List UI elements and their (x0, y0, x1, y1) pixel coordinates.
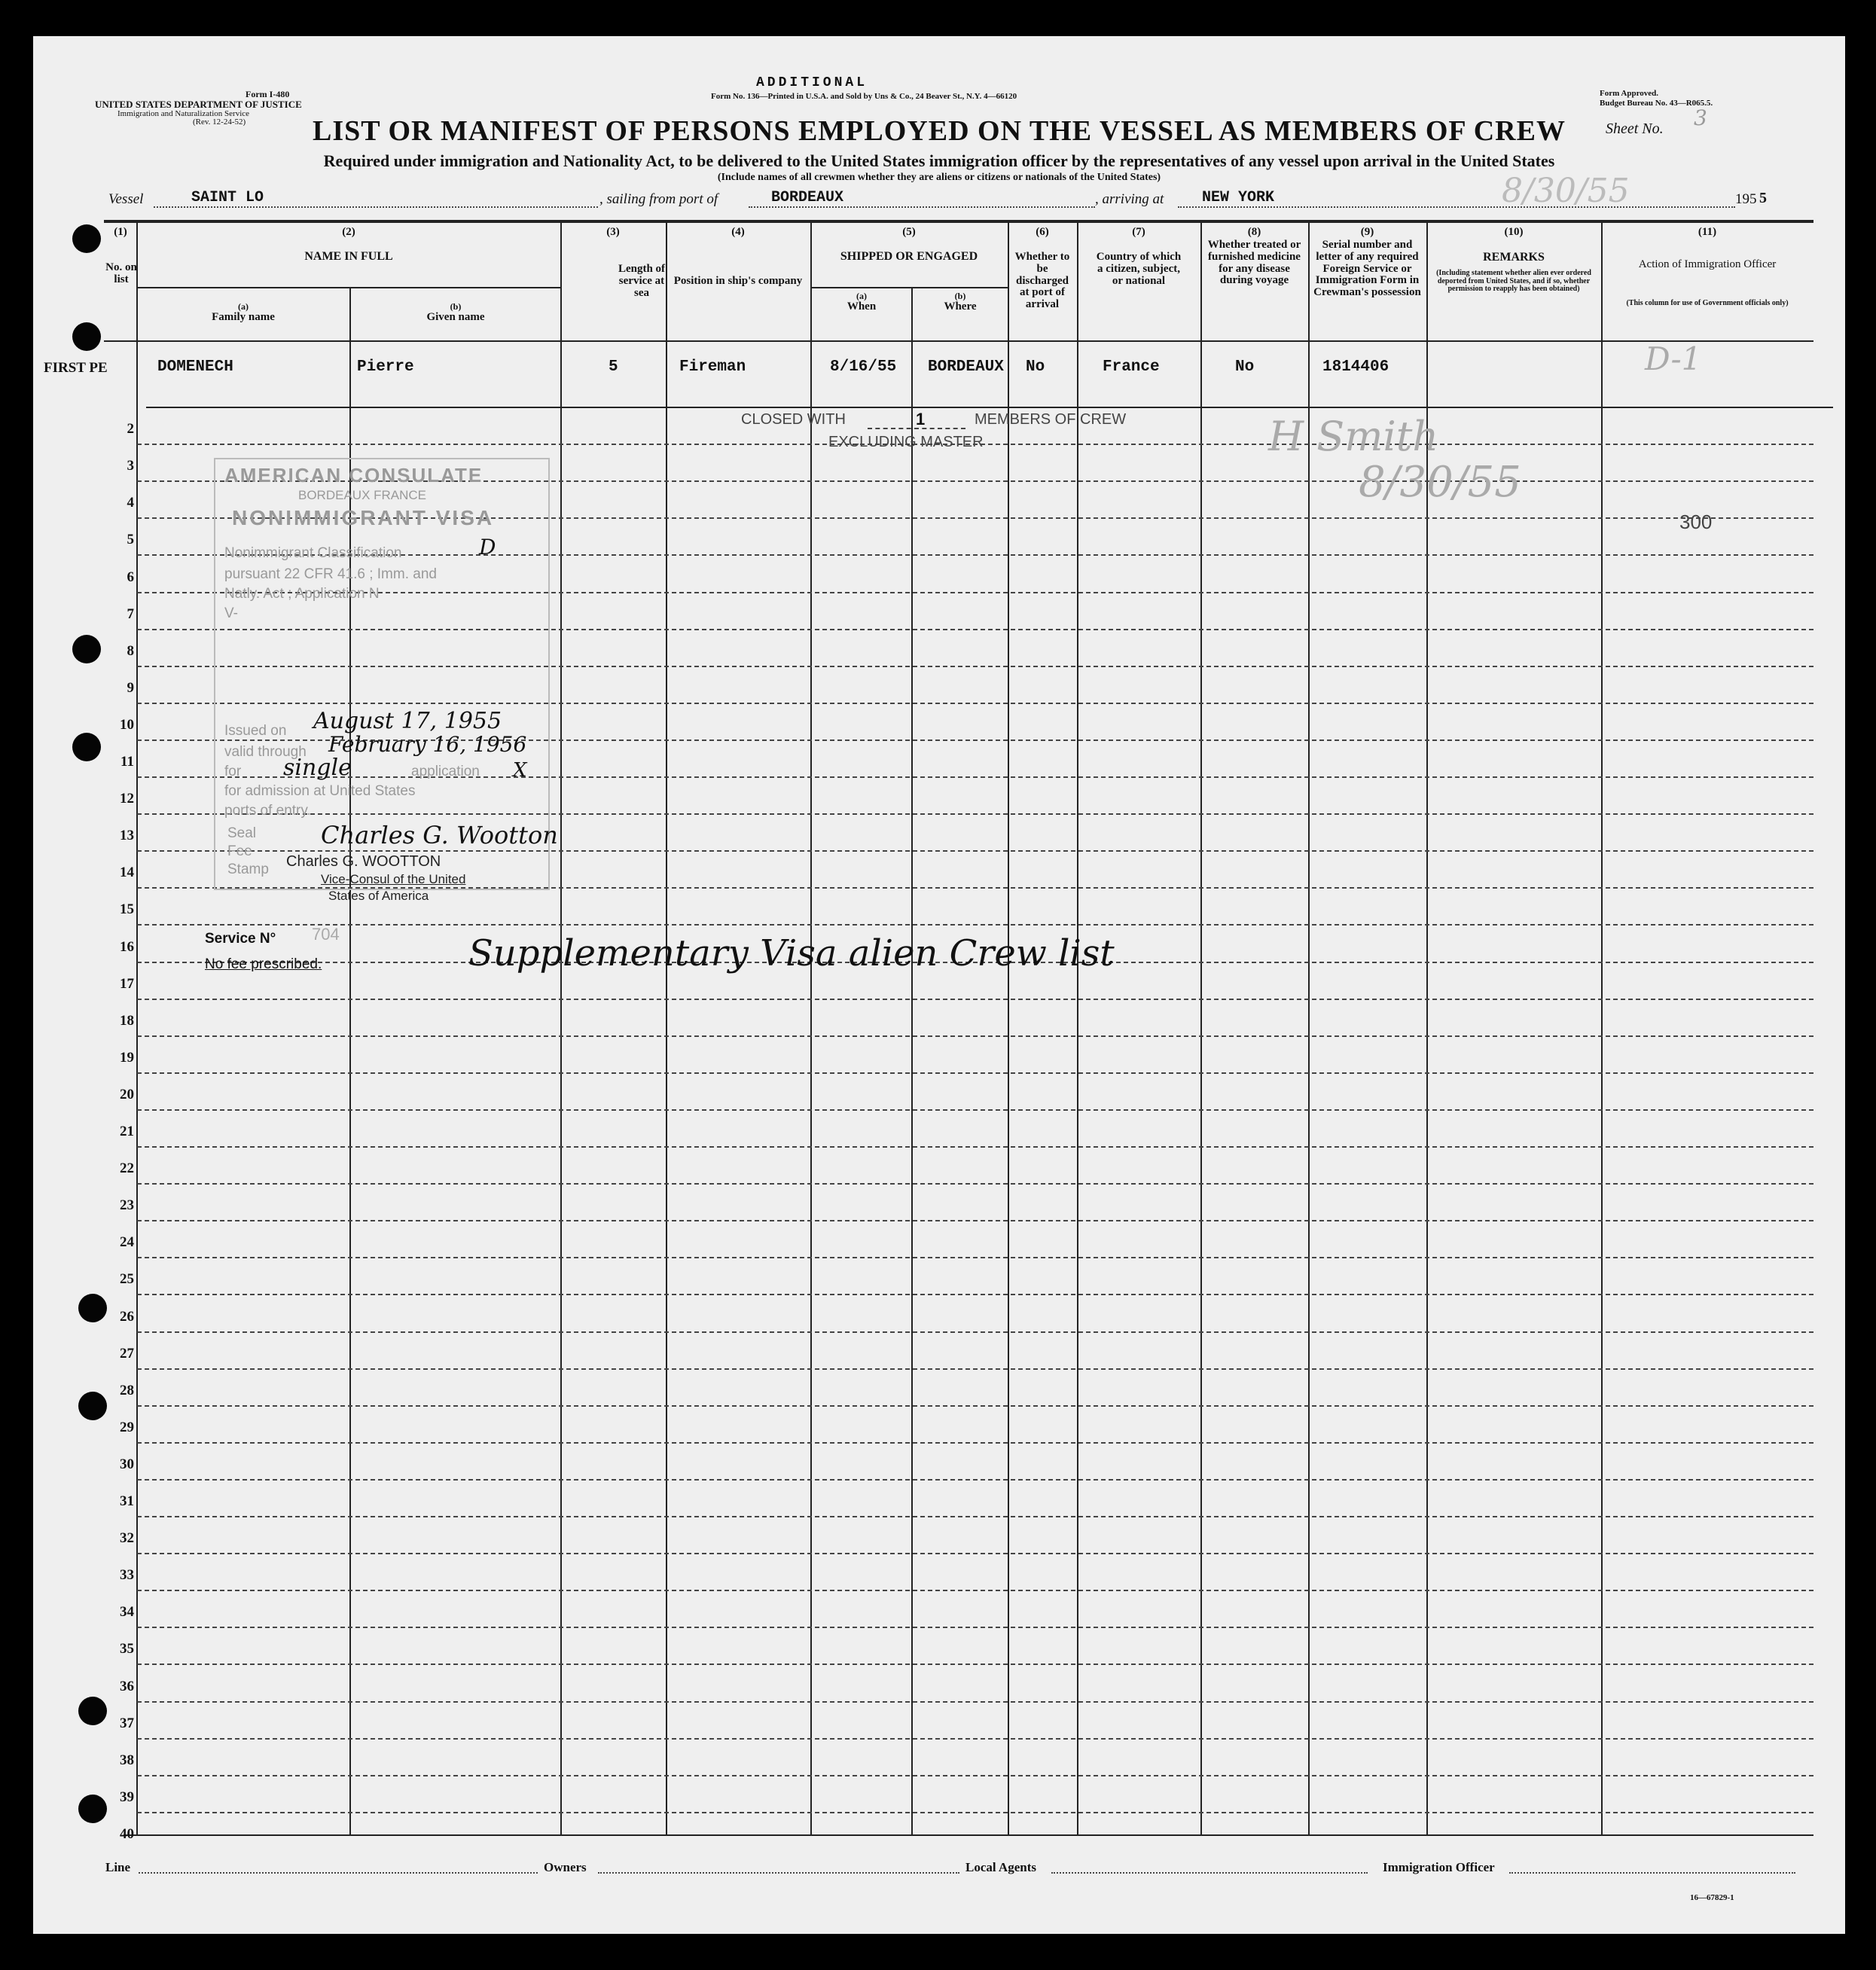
table-top-rule (104, 220, 1813, 223)
initials-note: H Smith (1268, 413, 1439, 460)
stamp-ports: ports of entry. (224, 803, 311, 819)
service-label: Service N° (205, 931, 276, 947)
printer-line: Form No. 136—Printed in U.S.A. and Sold by Uns & Co., 24 Beaver St., N.Y. 4—66120 (711, 92, 1017, 101)
arriving-label: , arriving at (1095, 191, 1164, 207)
footer-owners-fill (598, 1872, 959, 1874)
col4-label: Position in ship's company (673, 275, 803, 287)
position-cell: Fireman (679, 358, 746, 376)
vessel-value: SAINT LO (191, 189, 264, 206)
closed-members-label: MEMBERS OF CREW (975, 411, 1127, 428)
col8-label: Whether treated or furnished medicine for any disease during voyage (1207, 239, 1301, 287)
medicine-cell: No (1235, 358, 1255, 376)
row-rule (137, 1738, 1813, 1740)
col-divider (911, 288, 913, 1834)
when-cell: 8/16/55 (830, 358, 897, 376)
row-number: 40 (120, 1826, 134, 1842)
col2-number: (2) (342, 226, 355, 238)
row-number: 29 (120, 1420, 134, 1435)
serial-cell: 1814406 (1322, 358, 1389, 376)
col4-number: (4) (731, 226, 745, 238)
consul-signature: Charles G. Wootton (321, 821, 558, 849)
col-divider (810, 220, 812, 1834)
sheet-label: Sheet No. (1606, 120, 1664, 137)
row-number: 17 (120, 976, 134, 992)
form-revision: (Rev. 12-24-52) (193, 117, 246, 127)
stamp-application: Natly. Act ; Application N (224, 586, 380, 602)
col10-note: (Including statement whether alien ever ordered deported from United States, and if so, whether permission to reapply has been obtained) (1436, 269, 1591, 293)
punch-hole (72, 224, 101, 253)
row-number: 6 (127, 569, 134, 585)
row-number: 14 (120, 865, 134, 880)
col3-label: Length of service at sea (618, 263, 666, 299)
row-number: 22 (120, 1160, 134, 1176)
vessel-label: Vessel (108, 191, 144, 207)
stamp-pursuant: pursuant 22 CFR 41.6 ; Imm. and (224, 566, 437, 582)
col-divider (136, 220, 138, 1834)
signer-title: Vice-Consul of the United (321, 872, 466, 886)
row-rule (137, 1701, 1813, 1703)
row-rule (137, 1590, 1813, 1591)
row-number: 4 (127, 495, 134, 511)
row-number: 5 (127, 532, 134, 547)
row-number: 24 (120, 1234, 134, 1250)
arriving-fill-line (1178, 206, 1735, 208)
stamp-for-label: for (224, 764, 242, 779)
arriving-value: NEW YORK (1202, 189, 1275, 206)
initials-date: 8/30/55 (1359, 458, 1521, 507)
footer-agents-fill (1051, 1872, 1368, 1874)
vessel-fill-line (154, 206, 598, 208)
col9-number: (9) (1360, 226, 1374, 238)
page-title: LIST OR MANIFEST OF PERSONS EMPLOYED ON THE VESSEL AS MEMBERS OF CREW (313, 115, 1566, 147)
row-number: 15 (120, 901, 134, 917)
stamp-visa-type: NONIMMIGRANT VISA (232, 506, 495, 529)
page-subtitle: Required under immigration and Nationality Act, to be delivered to the United States immigration officer by the representatives of any vessel upon arrival in the United States (323, 151, 1555, 170)
row-rule (137, 1479, 1813, 1481)
row-number: 34 (120, 1604, 134, 1620)
year-value: 5 (1759, 190, 1767, 206)
row-number: 7 (127, 606, 134, 622)
row-rule (137, 1664, 1813, 1665)
form-approved: Form Approved. (1600, 89, 1659, 98)
sailing-value: BORDEAUX (771, 189, 844, 206)
stamp-for-value: single (283, 755, 352, 781)
col11-label: Action of Immigration Officer (1638, 258, 1777, 270)
col-divider (1008, 220, 1009, 1834)
sailing-fill-line (749, 206, 1095, 208)
sheet-number: 3 (1694, 105, 1707, 130)
col5-label: SHIPPED OR ENGAGED (840, 250, 978, 263)
row-rule (137, 1146, 1813, 1148)
row-rule (137, 1109, 1813, 1111)
col6-number: (6) (1036, 226, 1049, 238)
row-number: 9 (127, 680, 134, 696)
row-rule (137, 1220, 1813, 1221)
stamp-issued-label: Issued on (224, 723, 287, 739)
budget-bureau: Budget Bureau No. 43—R065.5. (1600, 99, 1713, 108)
manifest-sheet (33, 36, 1845, 1934)
stamp-consulate: AMERICAN CONSULATE (224, 464, 483, 486)
country-cell: France (1103, 358, 1160, 376)
supplementary-note: Supplementary Visa alien Crew list (468, 932, 1115, 974)
row-number: 8 (127, 643, 134, 659)
row-number: 10 (120, 717, 134, 733)
row-number: 36 (120, 1679, 134, 1694)
col10-number: (10) (1504, 226, 1524, 238)
name-header-split (137, 287, 560, 288)
row-rule (137, 1627, 1813, 1628)
discharged-cell: No (1026, 358, 1045, 376)
length-cell: 5 (609, 358, 618, 376)
row-number: 35 (120, 1641, 134, 1657)
handwritten-date: 8/30/55 (1502, 172, 1630, 210)
stamp-x-mark: X (513, 759, 527, 782)
row-rule (137, 1516, 1813, 1517)
row-number: 37 (120, 1715, 134, 1731)
row-number: 3 (127, 458, 134, 474)
subtitle-note: (Include names of all crewmen whether they are aliens or citizens or nationals of the United States) (717, 172, 1161, 183)
row-rule (137, 1257, 1813, 1258)
first-row-bottom-rule (146, 407, 1833, 408)
footer-owners-label: Owners (544, 1860, 587, 1874)
row-rule (137, 1368, 1813, 1370)
service-value: 704 (312, 925, 340, 944)
table-bottom-rule (124, 1834, 1813, 1836)
col10-label: REMARKS (1483, 251, 1545, 264)
row-number: 21 (120, 1124, 134, 1139)
stamp-v-number: V- (224, 605, 238, 621)
row-number: 31 (120, 1493, 134, 1509)
row-number: 39 (120, 1789, 134, 1805)
sailing-label: , sailing from port of (599, 191, 718, 207)
first-row-label: FIRST PE (44, 360, 108, 376)
closed-count: 1 (916, 410, 926, 428)
col1-label: No. on list (105, 261, 137, 285)
stamp-classification: Nonimmigrant Classification (224, 545, 402, 561)
col5-number: (5) (902, 226, 916, 238)
col-divider (1308, 220, 1310, 1834)
header-bottom-rule (104, 340, 1813, 342)
row-number: 28 (120, 1383, 134, 1398)
stamp-class-value: D (479, 535, 496, 560)
row-number: 16 (120, 939, 134, 955)
signer-country: States of America (328, 889, 429, 903)
row-rule (137, 1035, 1813, 1037)
row-number: 13 (120, 828, 134, 843)
stamp-issued-value: August 17, 1955 (313, 708, 502, 734)
row-number: 19 (120, 1050, 134, 1066)
signer-name: Charles G. WOOTTON (286, 853, 441, 870)
col-divider (1601, 220, 1603, 1834)
row-rule (137, 1553, 1813, 1554)
closed-excluding-label: EXCLUDING MASTER (828, 434, 984, 450)
fee-note: No fee prescribed. (205, 956, 322, 972)
col2b-label: Given name (426, 311, 485, 323)
col3-number: (3) (606, 226, 620, 238)
department-name: UNITED STATES DEPARTMENT OF JUSTICE (95, 99, 302, 110)
col-divider (560, 220, 562, 1834)
shipped-header-split (810, 287, 1008, 288)
col2-label: NAME IN FULL (304, 250, 393, 263)
row-number: 11 (120, 754, 134, 770)
row-number: 12 (120, 791, 134, 807)
col1-number: (1) (114, 226, 127, 238)
footer-officer-label: Immigration Officer (1383, 1860, 1495, 1874)
row-number: 33 (120, 1567, 134, 1583)
form-number: Form I-480 (246, 89, 290, 99)
col2a-letter: (a) (238, 301, 249, 312)
footer-line-label: Line (105, 1860, 131, 1874)
row-rule (137, 1775, 1813, 1776)
col-divider (666, 220, 667, 1834)
row-number: 32 (120, 1530, 134, 1546)
col7-label: Country of which a citizen, subject, or national (1096, 251, 1182, 287)
row-rule (137, 1183, 1813, 1185)
stamp-district: BORDEAUX FRANCE (298, 488, 427, 502)
where-cell: BORDEAUX (928, 358, 1004, 376)
footer-code: 16—67829-1 (1690, 1893, 1734, 1902)
col5a-label: When (846, 300, 877, 313)
row-number: 38 (120, 1752, 134, 1768)
stamp-valid-label: valid through (224, 744, 307, 760)
col2b-letter: (b) (450, 301, 462, 312)
row-number: 27 (120, 1346, 134, 1362)
row-rule (137, 1442, 1813, 1444)
col5a-letter: (a) (856, 291, 867, 301)
stamp-seal: Seal (227, 825, 257, 841)
stamp-fee: Fee (227, 843, 252, 859)
stamp-valid-value: February 16, 1956 (328, 732, 527, 757)
col11-note: (This column for use of Government officials only) (1626, 299, 1789, 307)
col11-number: (11) (1698, 226, 1717, 238)
row-rule (137, 999, 1813, 1000)
year-prefix: 195 (1735, 191, 1757, 207)
stamp-stamp: Stamp (227, 861, 269, 877)
row-rule (137, 1294, 1813, 1295)
row-number: 30 (120, 1456, 134, 1472)
additional-label: ADDITIONAL (756, 75, 868, 90)
row-number: 2 (127, 421, 134, 437)
col2a-label: Family name (212, 311, 275, 323)
col8-number: (8) (1247, 226, 1261, 238)
row-rule (137, 1072, 1813, 1074)
row-number: 26 (120, 1309, 134, 1325)
footer-agents-label: Local Agents (965, 1860, 1036, 1874)
row-rule (137, 924, 1813, 926)
given-name-cell: Pierre (357, 358, 414, 376)
col-divider (1200, 220, 1202, 1834)
row-rule (137, 1331, 1813, 1333)
row-rule (137, 1405, 1813, 1407)
number-300: 300 (1679, 511, 1713, 533)
col-divider (1077, 220, 1078, 1834)
col5b-label: Where (944, 300, 977, 313)
row-number: 25 (120, 1271, 134, 1287)
closed-with-label: CLOSED WITH (741, 411, 846, 428)
col6-label: Whether to be discharged at port of arrival (1014, 251, 1070, 310)
service-name: Immigration and Naturalization Service (117, 109, 250, 118)
stamp-application-label: application (411, 764, 480, 779)
row-number: 23 (120, 1197, 134, 1213)
family-name-cell: DOMENECH (157, 358, 233, 376)
col5b-letter: (b) (954, 291, 966, 301)
footer-officer-fill (1509, 1872, 1795, 1874)
row-number: 18 (120, 1013, 134, 1029)
footer-line-fill (139, 1872, 538, 1874)
row-number: 20 (120, 1087, 134, 1102)
col7-number: (7) (1132, 226, 1145, 238)
row-rule (137, 1812, 1813, 1813)
col9-label: Serial number and letter of any required Foreign Service or Immigration Form in Crewman's possession (1313, 239, 1421, 298)
officer-mark: D-1 (1645, 340, 1702, 377)
stamp-admission: for admission at United States (224, 783, 416, 799)
consular-visa-stamp (214, 458, 558, 890)
punch-hole (72, 322, 101, 351)
closed-count-line (868, 428, 965, 429)
